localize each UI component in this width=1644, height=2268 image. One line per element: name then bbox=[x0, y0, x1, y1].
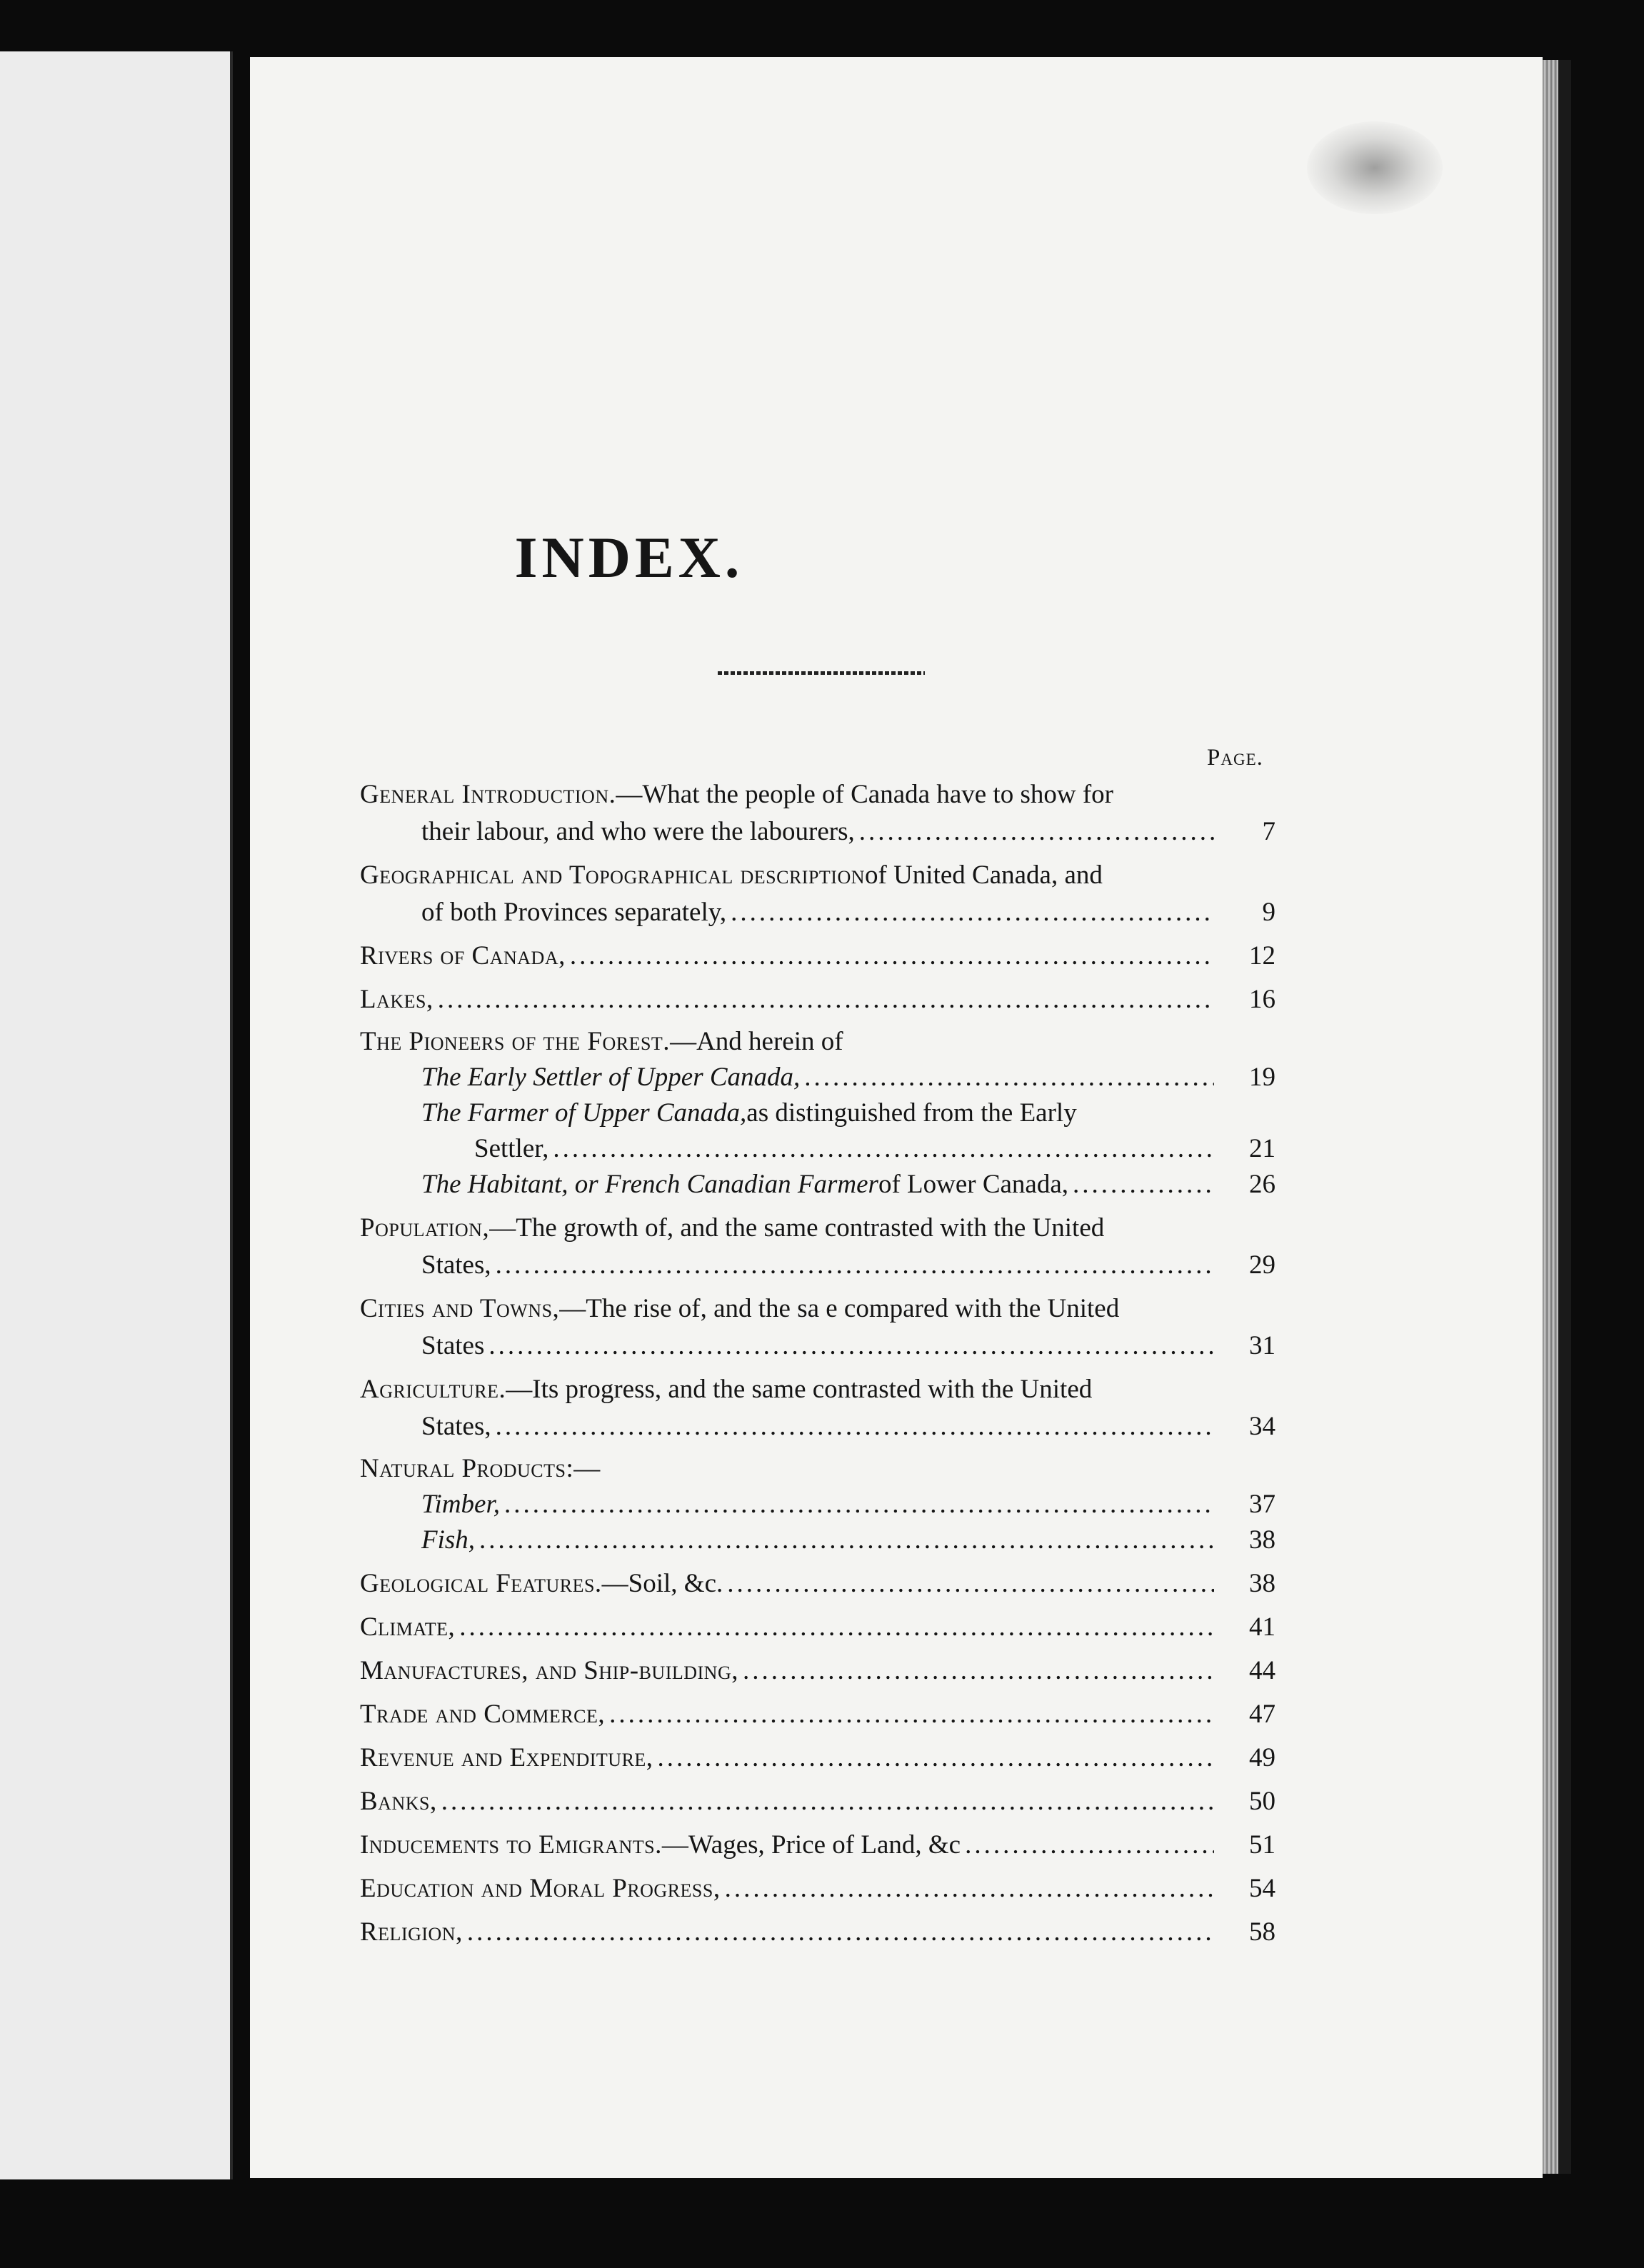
page-number: 38 bbox=[1249, 1525, 1275, 1555]
index-entry bbox=[360, 1783, 1275, 1820]
entry-heading: Agriculture. bbox=[360, 1375, 506, 1404]
entry-text: of Lower Canada, bbox=[878, 1170, 1069, 1199]
page-number: 38 bbox=[1249, 1569, 1275, 1598]
leader-dots bbox=[479, 1522, 1214, 1559]
entry-heading: Revenue and Expenditure, bbox=[360, 1743, 653, 1772]
index-list bbox=[360, 776, 1275, 1957]
book-gutter bbox=[233, 43, 250, 2185]
entry-text: States, bbox=[421, 1412, 491, 1441]
entry-heading: Geographical and Topographical description bbox=[360, 860, 865, 890]
leader-dots bbox=[488, 1328, 1214, 1365]
leader-dots bbox=[743, 1652, 1214, 1690]
page-number: 21 bbox=[1249, 1134, 1275, 1163]
entry-text: —Its progress, and the same contrasted with the United bbox=[506, 1375, 1093, 1404]
leader-dots bbox=[804, 1059, 1214, 1096]
index-entry bbox=[360, 1565, 1275, 1602]
page-number: 29 bbox=[1249, 1250, 1275, 1280]
ink-stain bbox=[1307, 121, 1443, 214]
entry-subheading: The Habitant, or French Canadian Farmer bbox=[421, 1170, 878, 1199]
entry-heading: Education and Moral Progress, bbox=[360, 1874, 721, 1903]
title-rule bbox=[718, 671, 925, 675]
entry-subheading: The Early Settler of Upper Canada, bbox=[421, 1063, 801, 1092]
leader-dots bbox=[504, 1486, 1214, 1523]
entry-heading: Trade and Commerce, bbox=[360, 1700, 606, 1729]
page-number: 12 bbox=[1249, 941, 1275, 970]
entry-heading: Geological Features. bbox=[360, 1569, 602, 1598]
leader-dots bbox=[731, 894, 1214, 931]
entry-heading: Climate, bbox=[360, 1612, 456, 1642]
entry-heading: Cities and Towns, bbox=[360, 1294, 560, 1323]
leader-dots bbox=[609, 1696, 1214, 1733]
entry-subheading: The Farmer of Upper Canada, bbox=[421, 1098, 747, 1128]
leader-dots bbox=[441, 1783, 1214, 1820]
index-entry bbox=[360, 1210, 1275, 1284]
entry-heading: Natural Products:— bbox=[360, 1454, 601, 1483]
entry-text: of United Canada, and bbox=[865, 860, 1103, 890]
entry-heading: Inducements to Emigrants. bbox=[360, 1830, 662, 1860]
page-number: 37 bbox=[1249, 1490, 1275, 1519]
leader-dots bbox=[658, 1740, 1214, 1777]
page-number: 50 bbox=[1249, 1787, 1275, 1816]
entry-subheading: Fish, bbox=[421, 1525, 476, 1555]
entry-text: —The rise of, and the sa e compared with the United bbox=[559, 1294, 1120, 1323]
leader-dots bbox=[725, 1870, 1214, 1907]
entry-text: —The growth of, and the same contrasted with the United bbox=[489, 1213, 1105, 1243]
page-number: 47 bbox=[1249, 1700, 1275, 1729]
entry-heading: Rivers of Canada, bbox=[360, 941, 566, 970]
entry-heading: Manufactures, and Ship-building, bbox=[360, 1656, 738, 1685]
index-entry bbox=[360, 1696, 1275, 1733]
entry-heading: Population, bbox=[360, 1213, 490, 1243]
entry-text: —Soil, &c. bbox=[601, 1569, 723, 1598]
entry-text: of both Provinces separately, bbox=[421, 898, 727, 927]
entry-heading: General Introduction. bbox=[360, 780, 616, 809]
entry-text: States bbox=[421, 1331, 485, 1360]
index-entry bbox=[360, 1914, 1275, 1951]
entry-text: as distinguished from the Early bbox=[746, 1098, 1077, 1128]
leader-dots bbox=[965, 1827, 1214, 1864]
entry-heading: Religion, bbox=[360, 1917, 463, 1947]
leader-dots bbox=[467, 1914, 1214, 1951]
index-entry bbox=[360, 1827, 1275, 1864]
page-number: 34 bbox=[1249, 1412, 1275, 1441]
page-title: INDEX. bbox=[514, 525, 744, 590]
index-entry bbox=[360, 1023, 1275, 1203]
index-entry bbox=[360, 776, 1275, 850]
page-number: 7 bbox=[1262, 817, 1275, 846]
entry-text: Settler, bbox=[474, 1134, 549, 1163]
left-page bbox=[0, 51, 233, 2179]
leader-dots bbox=[859, 813, 1214, 850]
entry-heading: The Pioneers of the Forest. bbox=[360, 1027, 671, 1056]
entry-text: States, bbox=[421, 1250, 491, 1280]
page-number: 16 bbox=[1249, 985, 1275, 1014]
index-entry bbox=[360, 1371, 1275, 1445]
leader-dots bbox=[496, 1247, 1214, 1284]
index-entry bbox=[360, 1609, 1275, 1646]
index-entry bbox=[360, 1290, 1275, 1365]
leader-dots bbox=[553, 1130, 1214, 1168]
page-number: 31 bbox=[1249, 1331, 1275, 1360]
leader-dots bbox=[570, 938, 1214, 975]
page-column-label: Page. bbox=[1207, 745, 1263, 771]
page-number: 41 bbox=[1249, 1612, 1275, 1642]
index-entry bbox=[360, 981, 1275, 1018]
leader-dots bbox=[1073, 1166, 1214, 1203]
page-number: 58 bbox=[1249, 1917, 1275, 1947]
page-number: 51 bbox=[1249, 1830, 1275, 1860]
entry-text: —And herein of bbox=[670, 1027, 843, 1056]
page-number: 9 bbox=[1262, 898, 1275, 927]
index-entry bbox=[360, 938, 1275, 975]
entry-heading: Lakes, bbox=[360, 985, 433, 1014]
entry-text: —What the people of Canada have to show for bbox=[616, 780, 1113, 809]
index-entry bbox=[360, 1740, 1275, 1777]
entry-heading: Banks, bbox=[360, 1787, 437, 1816]
index-entry bbox=[360, 1652, 1275, 1690]
index-entry bbox=[360, 1450, 1275, 1559]
entry-text: their labour, and who were the labourers, bbox=[421, 817, 855, 846]
page-number: 19 bbox=[1249, 1063, 1275, 1092]
page-number: 44 bbox=[1249, 1656, 1275, 1685]
index-entry bbox=[360, 857, 1275, 931]
page-number: 49 bbox=[1249, 1743, 1275, 1772]
page-edges-shadow bbox=[1558, 60, 1571, 2174]
leader-dots bbox=[727, 1565, 1214, 1602]
leader-dots bbox=[459, 1609, 1214, 1646]
entry-text: —Wages, Price of Land, &c bbox=[661, 1830, 961, 1860]
page-edges bbox=[1543, 60, 1558, 2174]
leader-dots bbox=[496, 1408, 1214, 1445]
entry-subheading: Timber, bbox=[421, 1490, 501, 1519]
leader-dots bbox=[438, 981, 1214, 1018]
index-entry bbox=[360, 1870, 1275, 1907]
page-number: 54 bbox=[1249, 1874, 1275, 1903]
page-number: 26 bbox=[1249, 1170, 1275, 1199]
